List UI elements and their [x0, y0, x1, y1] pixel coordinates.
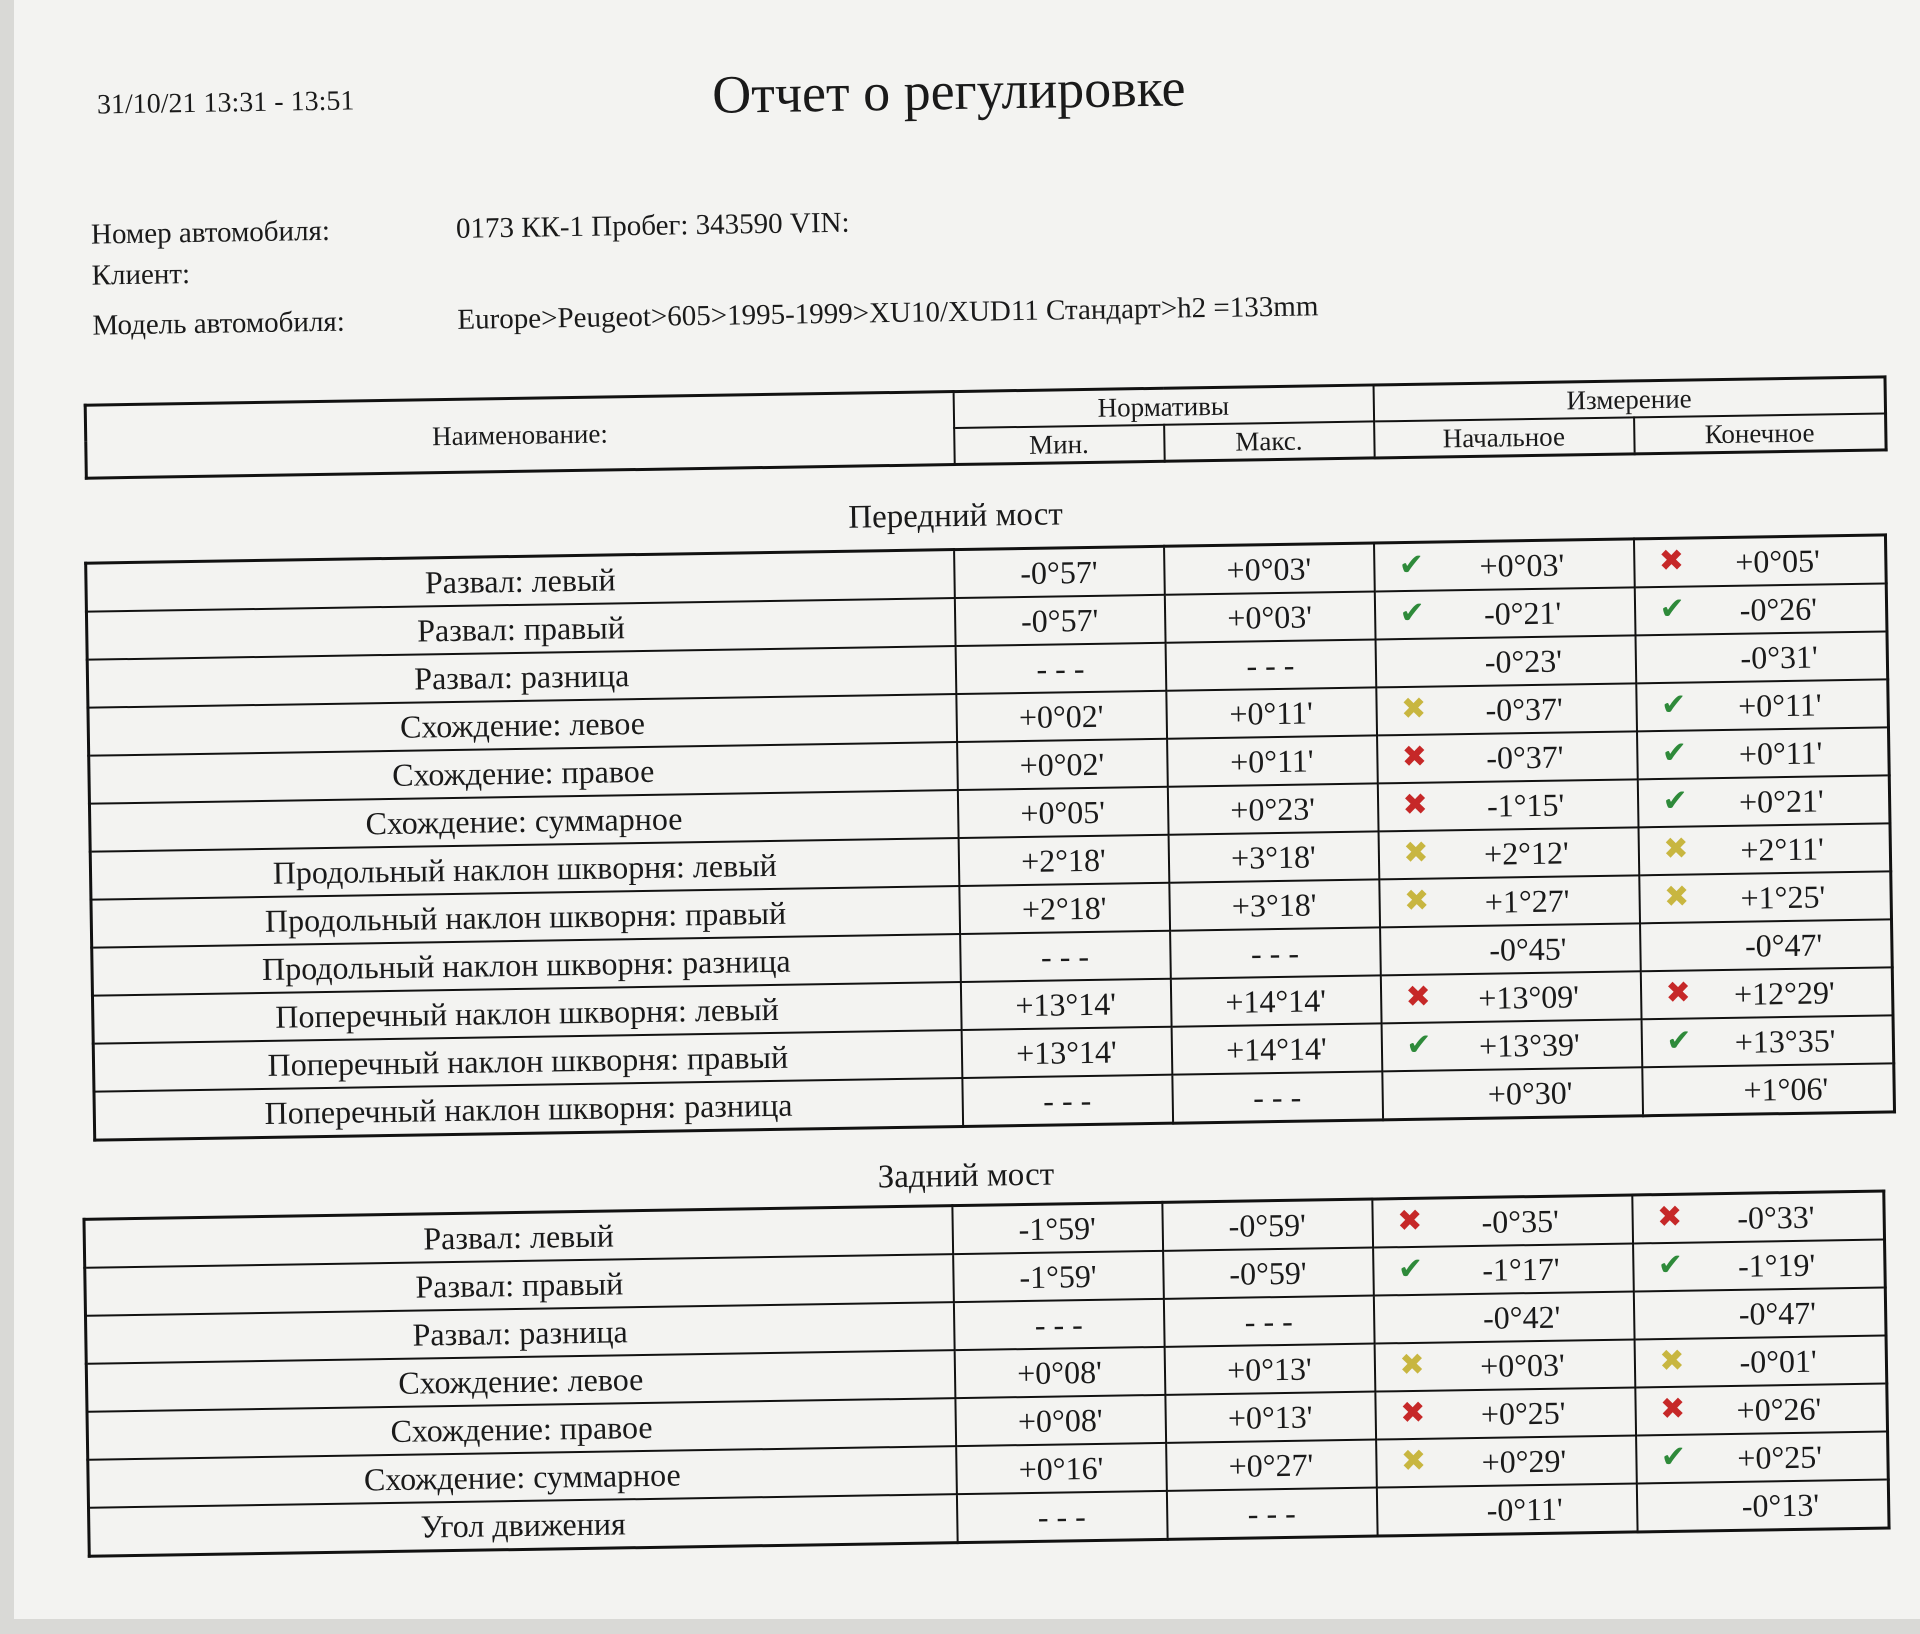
cross-icon: ✖: [1400, 691, 1427, 727]
check-icon: ✔: [1660, 1439, 1687, 1475]
header-min: Мин.: [954, 425, 1165, 465]
initial-value-cell: [1372, 1195, 1633, 1248]
final-value-cell: [1634, 1336, 1887, 1388]
table-header: [84, 375, 1888, 479]
final-value: -1°19': [1737, 1246, 1816, 1284]
cross-icon: ✖: [1401, 739, 1428, 775]
max-value: - - -: [1163, 1296, 1374, 1347]
initial-value: -0°21': [1483, 594, 1562, 632]
min-value: - - -: [955, 643, 1166, 694]
final-value: +0°26': [1736, 1390, 1822, 1428]
min-value: +13°14': [961, 1027, 1172, 1078]
final-value-cell: [1639, 871, 1892, 923]
check-icon: ✔: [1398, 547, 1425, 583]
initial-value: -0°45': [1489, 929, 1567, 968]
final-value: +0°05': [1735, 541, 1821, 580]
min-value: -1°59': [952, 1202, 1163, 1254]
initial-value: -0°37': [1485, 690, 1564, 728]
initial-value: -1°17': [1482, 1250, 1560, 1288]
car-number-line: [91, 207, 850, 252]
name: Развал: разница: [87, 646, 956, 708]
cross-icon: ✖: [1399, 1395, 1426, 1431]
max-value: +0°03': [1164, 543, 1375, 595]
min-value: -0°57': [954, 546, 1165, 598]
cross-icon: ✖: [1659, 1391, 1686, 1427]
check-icon: ✔: [1661, 735, 1688, 771]
initial-value-cell: [1381, 1019, 1642, 1071]
car-number-value: 0173 КК-1 Пробег: 343590 VIN:: [455, 206, 850, 245]
check-icon: ✔: [1399, 595, 1426, 631]
cross-icon: ✖: [1402, 787, 1429, 823]
initial-value-cell: [1376, 1483, 1637, 1536]
final-value-cell: [1636, 1432, 1889, 1484]
name: Угол движения: [89, 1494, 958, 1556]
min-value: - - -: [953, 1299, 1164, 1350]
cross-icon: ✖: [1663, 879, 1690, 915]
check-icon: ✔: [1657, 1247, 1684, 1283]
cross-icon: ✖: [1399, 1347, 1425, 1383]
initial-value-cell: [1375, 1387, 1636, 1439]
name: Схождение: суммарное: [88, 1446, 957, 1508]
cross-icon: ✖: [1403, 883, 1430, 919]
final-value-cell: [1636, 1480, 1889, 1532]
initial-value: +0°30': [1487, 1073, 1573, 1112]
final-value: -0°01': [1739, 1342, 1818, 1380]
initial-value-cell: [1375, 635, 1636, 687]
check-icon: ✔: [1666, 1023, 1692, 1059]
measurement-table: [84, 533, 1896, 1141]
initial-value-cell: [1377, 779, 1638, 831]
name: Развал: левый: [84, 1206, 953, 1268]
final-value: -0°26': [1739, 590, 1818, 628]
section-title: Задний мост: [877, 1156, 1055, 1196]
initial-value-cell: [1373, 1243, 1634, 1295]
final-value: -0°47': [1744, 925, 1823, 964]
cross-icon: ✖: [1658, 543, 1685, 579]
min-value: - - -: [962, 1075, 1173, 1127]
section-title: Передний мост: [848, 496, 1064, 536]
name: Развал: левый: [86, 550, 955, 612]
initial-value: +13°09': [1478, 977, 1580, 1016]
initial-value: -0°23': [1484, 642, 1563, 680]
final-value: +13°35': [1734, 1021, 1836, 1060]
name: Поперечный наклон шкворня: разница: [94, 1078, 963, 1140]
cross-icon: ✖: [1663, 831, 1689, 867]
max-value: -0°59': [1162, 1199, 1373, 1251]
check-icon: ✔: [1662, 783, 1689, 819]
initial-value-cell: [1376, 1435, 1637, 1487]
final-value-cell: [1636, 679, 1889, 731]
min-value: +0°05': [957, 787, 1168, 838]
initial-value: -0°11': [1486, 1490, 1563, 1528]
max-value: +0°13': [1164, 1344, 1375, 1395]
min-value: - - -: [960, 931, 1171, 982]
initial-value: +0°25': [1480, 1394, 1566, 1432]
final-value: -0°13': [1741, 1486, 1820, 1524]
header-norms: Нормативы: [953, 385, 1374, 428]
measurement-table: [82, 1190, 1890, 1558]
initial-value: +13°39': [1478, 1025, 1580, 1064]
max-value: +0°27': [1166, 1440, 1377, 1491]
max-value: -0°59': [1163, 1248, 1374, 1299]
final-value-cell: [1633, 1240, 1886, 1292]
max-value: +0°23': [1167, 783, 1378, 834]
header-measurement: Измерение: [1373, 377, 1886, 422]
min-value: +0°08': [955, 1395, 1166, 1446]
check-icon: ✔: [1660, 687, 1687, 723]
initial-value-cell: [1380, 971, 1641, 1023]
max-value: +0°13': [1165, 1392, 1376, 1443]
client-line: [91, 254, 456, 293]
final-value: +0°11': [1737, 685, 1822, 724]
model-value: Europe>Peugeot>605>1995-1999>XU10/XUD11 Стандарт>h2 =133mm: [457, 290, 1319, 336]
cross-icon: ✖: [1665, 975, 1692, 1011]
final-value-cell: [1637, 727, 1890, 779]
initial-value-cell: [1374, 1339, 1635, 1391]
client-label: Клиент:: [91, 258, 191, 292]
name: Схождение: правое: [89, 742, 958, 804]
initial-value-cell: [1378, 827, 1639, 879]
final-value: +0°11': [1738, 733, 1823, 772]
max-value: +3°18': [1168, 831, 1379, 882]
min-value: -1°59': [953, 1251, 1164, 1302]
max-value: +3°18': [1169, 879, 1380, 930]
final-value-cell: [1632, 1191, 1885, 1243]
initial-value-cell: [1379, 875, 1640, 927]
min-value: +0°02': [956, 691, 1167, 742]
final-value-cell: [1638, 823, 1891, 875]
initial-value: -0°35': [1481, 1202, 1560, 1240]
final-value-cell: [1641, 1015, 1894, 1067]
name: Развал: разница: [85, 1302, 954, 1364]
header-initial: Начальное: [1374, 417, 1635, 458]
header-final: Конечное: [1634, 413, 1887, 453]
final-value: -0°47': [1738, 1294, 1817, 1332]
final-value-cell: [1640, 967, 1893, 1019]
final-value: +1°06': [1743, 1069, 1829, 1108]
initial-value: -0°37': [1486, 738, 1564, 776]
name: Развал: правый: [85, 1254, 954, 1316]
max-value: - - -: [1170, 927, 1381, 978]
initial-value-cell: [1374, 587, 1635, 639]
cross-icon: ✖: [1403, 835, 1429, 871]
name: Схождение: левое: [86, 1350, 955, 1412]
max-value: - - -: [1165, 639, 1376, 690]
final-value: -0°31': [1740, 638, 1818, 676]
max-value: - - -: [1172, 1071, 1383, 1123]
max-value: +0°11': [1167, 735, 1378, 786]
model-line: [92, 290, 1318, 342]
car-number-label: Номер автомобиля:: [90, 214, 331, 251]
check-icon: ✔: [1406, 1027, 1432, 1063]
name: Продольный наклон шкворня: разница: [92, 934, 961, 996]
final-value-cell: [1634, 583, 1887, 635]
name: Развал: правый: [86, 598, 955, 660]
initial-value-cell: [1377, 731, 1638, 783]
initial-value-cell: [1373, 1291, 1634, 1343]
cross-icon: ✖: [1656, 1199, 1683, 1235]
final-value: +1°25': [1740, 877, 1826, 916]
final-value-cell: [1635, 631, 1888, 683]
max-value: +0°03': [1164, 591, 1375, 642]
name: Схождение: правое: [87, 1398, 956, 1460]
initial-value: -1°15': [1486, 786, 1565, 824]
min-value: +0°02': [957, 739, 1168, 790]
max-value: - - -: [1166, 1488, 1377, 1540]
initial-value: +1°27': [1484, 881, 1570, 920]
max-value: +0°11': [1166, 687, 1377, 738]
initial-value-cell: [1382, 1067, 1643, 1120]
report-datetime: 31/10/21 13:31 - 13:51: [96, 85, 355, 121]
final-value: +0°21': [1738, 781, 1824, 820]
initial-value: +0°03': [1479, 545, 1565, 584]
report-title: Отчет о регулировке: [711, 57, 1186, 125]
cross-icon: ✖: [1405, 979, 1432, 1015]
final-value-cell: [1633, 1288, 1886, 1340]
min-value: +0°08': [954, 1347, 1165, 1398]
final-value-cell: [1640, 919, 1893, 971]
initial-value-cell: [1380, 923, 1641, 975]
cross-icon: ✖: [1396, 1203, 1423, 1239]
header-name: Наименование:: [85, 392, 954, 479]
min-value: - - -: [956, 1491, 1167, 1543]
name: Поперечный наклон шкворня: левый: [92, 982, 961, 1044]
name: Схождение: левое: [88, 694, 957, 756]
header-max: Макс.: [1164, 421, 1375, 461]
initial-value-cell: [1376, 683, 1637, 735]
final-value: +0°25': [1737, 1438, 1823, 1476]
final-value: +12°29': [1733, 973, 1835, 1012]
final-value-cell: [1642, 1063, 1895, 1115]
name: Схождение: суммарное: [89, 790, 958, 852]
name: Продольный наклон шкворня: правый: [91, 886, 960, 948]
check-icon: ✔: [1397, 1251, 1424, 1287]
min-value: +2°18': [958, 835, 1169, 886]
initial-value: -0°42': [1482, 1298, 1561, 1336]
check-icon: ✔: [1659, 591, 1686, 627]
initial-value: +0°03': [1479, 1346, 1566, 1384]
final-value: +2°11': [1740, 829, 1825, 868]
cross-icon: ✖: [1659, 1343, 1685, 1379]
min-value: -0°57': [954, 595, 1165, 646]
initial-value: +0°29': [1481, 1442, 1567, 1480]
max-value: +14°14': [1171, 1023, 1382, 1074]
final-value-cell: [1633, 535, 1886, 587]
final-value-cell: [1637, 775, 1890, 827]
max-value: +14°14': [1170, 975, 1381, 1026]
final-value: -0°33': [1737, 1198, 1815, 1236]
initial-value: +2°12': [1483, 833, 1569, 872]
min-value: +0°16': [956, 1443, 1167, 1494]
final-value-cell: [1635, 1384, 1888, 1436]
initial-value-cell: [1374, 539, 1635, 592]
model-label: Модель автомобиля:: [92, 305, 346, 342]
min-value: +2°18': [959, 883, 1170, 934]
name: Продольный наклон шкворня: левый: [90, 838, 959, 900]
cross-icon: ✖: [1400, 1443, 1427, 1479]
min-value: +13°14': [960, 979, 1171, 1030]
name: Поперечный наклон шкворня: правый: [93, 1030, 962, 1092]
